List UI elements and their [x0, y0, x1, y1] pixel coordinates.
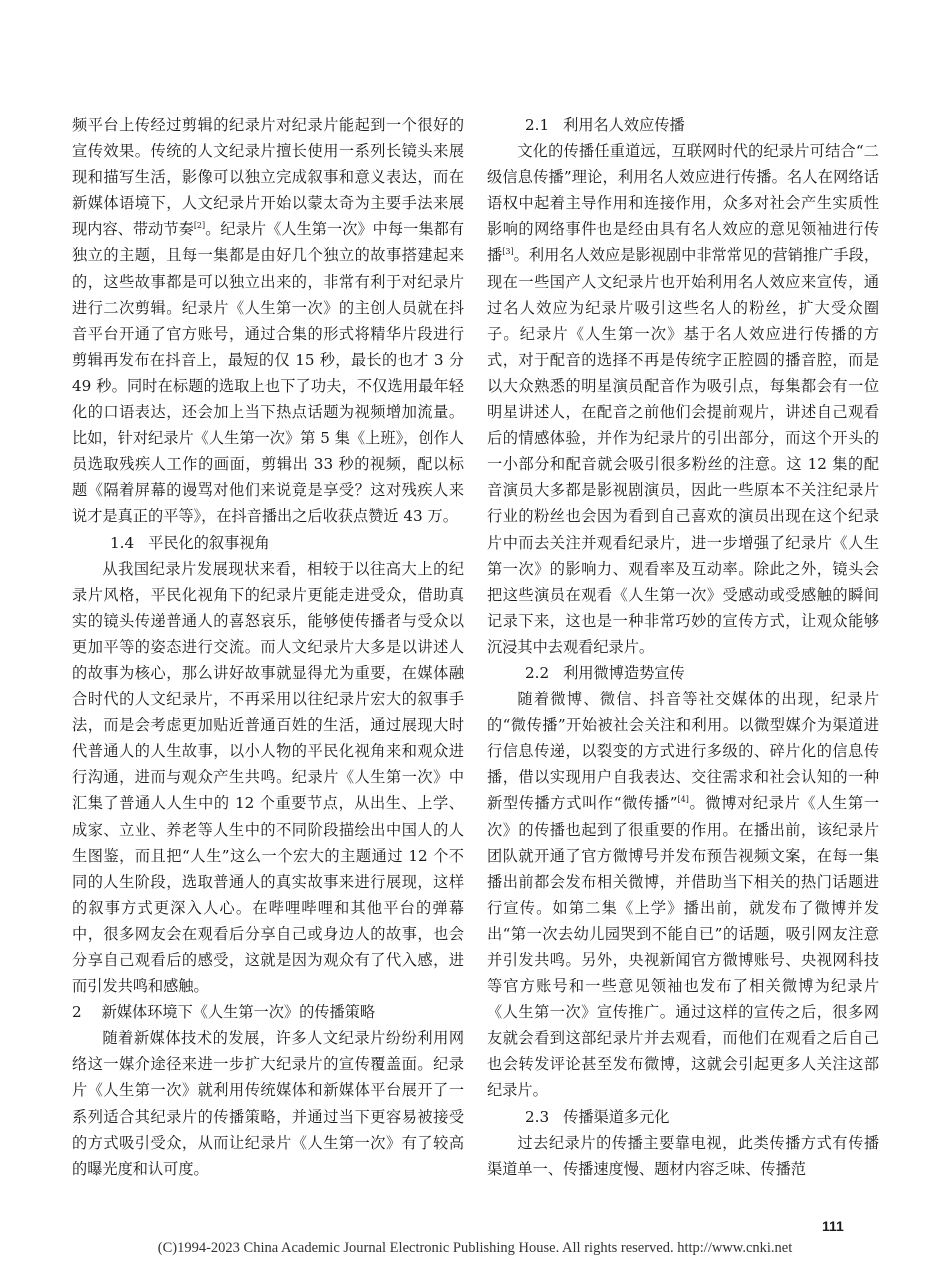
- section-heading-2-2: 2.2 利用微博造势宣传: [525, 663, 685, 682]
- paragraph: 随着微博、微信、抖音等社交媒体的出现，纪录片的“微传播”开始被社会关注和利用。以微型媒介为渠道进行信息传递，以裂变的方式进行多级的、碎片化的信息传播，借以实现用户自我表达、交往需求和社会认知的一种新型传播方式叫作“微传播”[4]。微博对纪录片《人生第一次》的传播也起到了很重要的作用。在播出前，该纪录片团队就开通了官方微博号并发布预告视频文案，在每一集播出前都会发布相关微博，并借助当下相关的热门话题进行宣传。如第二集《上学》播出前，就发布了微博并发出“第一次去幼儿园哭到不能自已”的话题，吸引网友注意并引发共鸣。另外，央视新闻官方微博账号、央视网科技等官方账号和一些意见领袖也发布了相关微博为纪录片《人生第一次》宣传推广。通过这样的宣传之后，很多网友就会看到这部纪录片并去观看，而他们在观看之后自己也会转发评论甚至发布微博，这就会引起更多人关注这部纪录片。: [487, 690, 880, 1100]
- citation-ref[interactable]: [3]: [502, 247, 514, 257]
- citation-ref[interactable]: [2]: [193, 221, 206, 231]
- paragraph: 从我国纪录片发展现状来看，相较于以往高大上的纪录片风格，平民化视角下的纪录片更能走进受众，借助真实的镜头传递普通人的喜怒哀乐，能够使传播者与受众以更加平等的姿态进行交流。而人文纪录片大多是以讲述人的故事为核心，那么讲好故事就显得尤为重要，在媒体融合时代的人文纪录片，不再采用以往纪录片宏大的叙事手法，而是会考虑更加贴近普通百姓的生活，通过展现大时代普通人的人生故事，以小人物的平民化视角来和观众进行沟通，进而与观众产生共鸣。纪录片《人生第一次》中汇集了普通人人生中的 12 个重要节点，从出生、上学、成家、立业、养老等人生中的不同阶段描绘出中国人的人生图鉴，而且把“人生”这么一个宏大的主题通过 12 个不同的人生阶段，选取普通人的真实故事来进行展现，这样的叙事方式更深入人心。在哔哩哔哩和其他平台的弹幕中，很多网友会在观看后分享自己或身边人的故事，也会分享自己观看后的感受，这就是因为观众有了代入感，进而引发共鸣和感触。: [72, 559, 464, 996]
- paragraph: 文化的传播任重道远，互联网时代的纪录片可结合“二级信息传播”理论，利用名人效应进行传播。名人在网络话语权中起着主导作用和连接作用，众多对社会产生实质性影响的网络事件也是经由具有名人效应的意见领袖进行传播[3]。利用名人效应是影视剧中非常常见的营销推广手段，现在一些国产人文纪录片也开始利用名人效应来宣传，通过名人效应为纪录片吸引这些名人的粉丝，扩大受众圈子。纪录片《人生第一次》基于名人效应进行传播的方式，对于配音的选择不再是传统字正腔圆的播音腔，而是以大众熟悉的明星演员配音作为吸引点，每集都会有一位明星讲述人，在配音之前他们会提前观片，讲述自己观看后的情感体验，并作为纪录片的引出部分，而这个开头的一小部分和配音就会吸引很多粉丝的注意。这 12 集的配音演员大多都是影视剧演员，因此一些原本不关注纪录片行业的粉丝也会因为看到自己喜欢的演员出现在这个纪录片中而去关注并观看纪录片，进一步增强了纪录片《人生第一次》的影响力、观看率及互动率。除此之外，镜头会把这些演员在观看《人生第一次》受感动或受感触的瞬间记录下来，这也是一种非常巧妙的宣传方式，让观众能够沉浸其中去观看纪录片。: [487, 142, 880, 656]
- citation-ref[interactable]: [4]: [677, 795, 689, 805]
- copyright-footer: (C)1994-2023 China Academic Journal Electronic Publishing House. All rights reserved. http://www.cnki.net: [157, 1240, 793, 1256]
- paragraph-continued: 频平台上传经过剪辑的纪录片对纪录片能起到一个很好的宣传效果。传统的人文纪录片擅长使用一系列长镜头来展现和描写生活，影像可以独立完成叙事和意义表达，而在新媒体语境下，人文纪录片开始以蒙太奇为主要手法来展现内容、带动节奏[2]。纪录片《人生第一次》中每一集都有独立的主题，且每一集都是由好几个独立的故事搭建起来的，这些故事都是可以独立出来的，非常有利于对纪录片进行二次剪辑。纪录片《人生第一次》的主创人员就在抖音平台开通了官方账号，通过合集的形式将精华片段进行剪辑再发布在抖音上，最短的仅 15 秒，最长的也才 3 分 49 秒。同时在标题的选取上也下了功夫，不仅选用最年轻化的口语表达，还会加上当下热点话题为视频增加流量。比如，针对纪录片《人生第一次》第 5 集《上班》，创作人员选取残疾人工作的画面，剪辑出 33 秒的视频，配以标题《隔着屏幕的谩骂对他们来说竟是享受？这对残疾人来说才是真正的平等》，在抖音播出之后收获点赞近 43 万。: [72, 116, 465, 526]
- left-column: [72, 112, 464, 1182]
- page-number: 111: [822, 1218, 844, 1234]
- section-heading-2-3: 2.3 传播渠道多元化: [525, 1107, 670, 1126]
- paragraph: 随着新媒体技术的发展，许多人文纪录片纷纷利用网络这一媒介途径来进一步扩大纪录片的宣传覆盖面。纪录片《人生第一次》就利用传统媒体和新媒体平台展开了一系列适合其纪录片的传播策略，并通过当下更容易被接受的方式吸引受众，从而让纪录片《人生第一次》有了较高的曝光度和认可度。: [72, 1029, 464, 1178]
- section-heading-2: 2 新媒体环境下《人生第一次》的传播策略: [72, 1003, 376, 1022]
- section-heading-2-1: 2.1 利用名人效应传播: [525, 116, 685, 134]
- section-heading-1-4: 1.4 平民化的叙事视角: [110, 533, 270, 552]
- paragraph: 过去纪录片的传播主要靠电视，此类传播方式有传播渠道单一、传播速度慢、题材内容乏味、传播范: [487, 1133, 879, 1178]
- right-column: [487, 112, 879, 1182]
